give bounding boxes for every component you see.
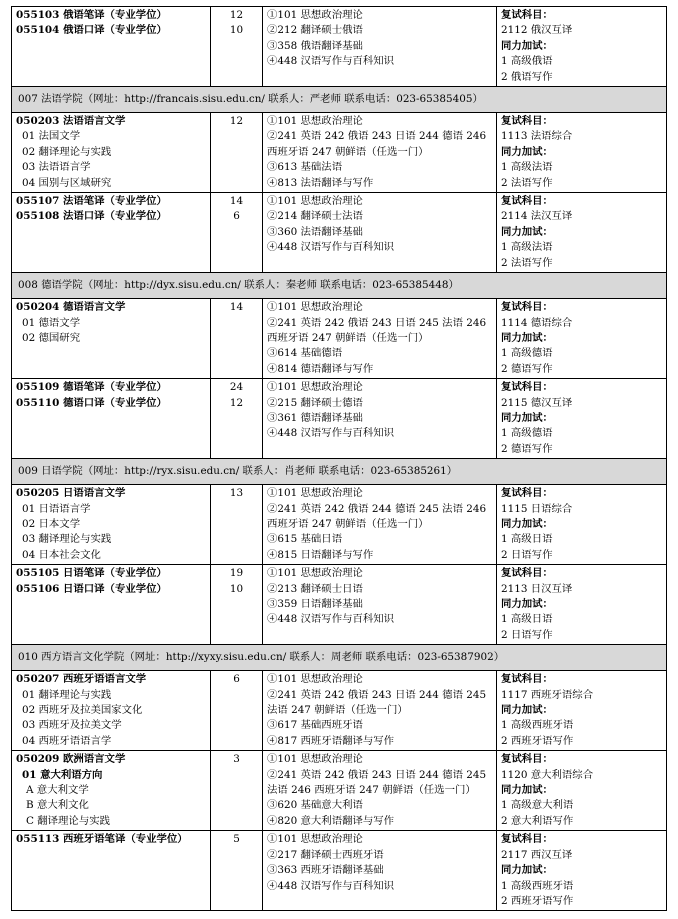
- quota-value: 5: [233, 833, 240, 846]
- research-subdirection: A 意大利文学: [26, 784, 89, 797]
- extra-test-label: 同力加试：: [501, 784, 553, 797]
- exam-subject: ④817 西班牙语翻译与写作: [267, 734, 395, 747]
- exam-subject: 西班牙语 247 朝鲜语（任选一门）: [267, 517, 429, 530]
- extra-test-item: 1 高级意大利语: [501, 799, 574, 812]
- exam-subject: ④814 德语翻译与写作: [267, 362, 374, 375]
- program-code: 055104 俄语口译（专业学位）: [16, 24, 167, 37]
- retest-label: 复试科目：: [501, 833, 553, 846]
- exam-subject: 法语 246 西班牙语 247 朝鲜语（任选一门）: [267, 784, 476, 797]
- retest-label: 复试科目：: [501, 301, 553, 314]
- table-row: [12, 379, 667, 459]
- retest-item: 1115 日语综合: [501, 502, 573, 515]
- research-direction: 02 日本文学: [22, 517, 81, 530]
- retest-cell: [497, 671, 667, 751]
- exam-subject: ③615 基础日语: [267, 533, 343, 546]
- quota-value: 6: [233, 210, 240, 223]
- exam-subjects-cell: [263, 671, 497, 751]
- exam-subject: ③363 西班牙语翻译基础: [267, 864, 384, 877]
- research-subdirection: B 意大利文化: [26, 799, 89, 812]
- retest-cell: [497, 193, 667, 273]
- exam-subject: ①101 思想政治理论: [267, 673, 363, 686]
- exam-subjects-cell: [263, 485, 497, 565]
- exam-subject: ③358 俄语翻译基础: [267, 39, 363, 52]
- exam-subjects-cell: [263, 379, 497, 459]
- exam-subject: ①101 思想政治理论: [267, 753, 363, 766]
- admissions-table: [11, 6, 667, 911]
- extra-test-label: 同力加试：: [501, 225, 553, 238]
- retest-cell: [497, 7, 667, 87]
- exam-subject: 西班牙语 247 朝鲜语（任选一门）: [267, 145, 429, 158]
- section-header-row: [12, 645, 667, 671]
- retest-label: 复试科目：: [501, 115, 553, 128]
- exam-subject: ②241 英语 242 俄语 243 日语 245 法语 246: [267, 316, 487, 329]
- research-direction: 02 德国研究: [22, 331, 81, 344]
- exam-subjects-cell: [263, 751, 497, 831]
- exam-subject: ①101 思想政治理论: [267, 115, 363, 128]
- exam-subject: ③613 基础法语: [267, 161, 343, 174]
- section-header: 007 法语学院（网址：http://francais.sisu.edu.cn/ 联系人：严老师 联系电话：023-65385405）: [12, 87, 667, 113]
- program-code: 050207 西班牙语语言文学: [16, 673, 147, 686]
- exam-subjects-cell: [263, 831, 497, 911]
- table-row: [12, 751, 667, 831]
- program-cell: [12, 7, 211, 87]
- exam-subject: ①101 思想政治理论: [267, 9, 363, 21]
- retest-item: 2113 日汉互译: [501, 582, 573, 595]
- exam-subject: ③360 法语翻译基础: [267, 225, 363, 238]
- research-direction: 01 法国文学: [22, 130, 81, 143]
- retest-item: 2114 法汉互译: [501, 210, 573, 223]
- exam-subject: ③359 日语翻译基础: [267, 598, 363, 610]
- exam-subject: ③617 基础西班牙语: [267, 719, 363, 732]
- retest-cell: [497, 113, 667, 193]
- retest-item: 1113 法语综合: [501, 130, 573, 143]
- program-code: 055108 法语口译（专业学位）: [16, 210, 167, 223]
- retest-cell: [497, 565, 667, 645]
- quota-cell: [211, 565, 263, 645]
- program-cell: [12, 671, 211, 751]
- exam-subjects-cell: [263, 299, 497, 379]
- quota-cell: [211, 831, 263, 911]
- quota-cell: [211, 671, 263, 751]
- extra-test-label: 同力加试：: [501, 145, 553, 158]
- quota-value: 6: [233, 673, 240, 686]
- program-code: 050205 日语语言文学: [16, 487, 126, 500]
- exam-subject: ②213 翻译硕士日语: [267, 582, 363, 595]
- extra-test-item: 1 高级日语: [501, 613, 553, 626]
- exam-subjects-cell: [263, 7, 497, 87]
- program-cell: [12, 299, 211, 379]
- exam-subject: ④448 汉语写作与百科知识: [267, 427, 395, 440]
- program-cell: [12, 113, 211, 193]
- exam-subject: ②241 英语 242 俄语 243 日语 244 德语 246: [267, 130, 487, 143]
- program-code: 055110 德语口译（专业学位）: [16, 396, 167, 409]
- extra-test-item: 1 高级法语: [501, 161, 553, 174]
- program-code: 055113 西班牙语笔译（专业学位）: [16, 833, 188, 846]
- table-row: [12, 113, 667, 193]
- exam-subject: ①101 思想政治理论: [267, 567, 363, 580]
- section-header: 008 德语学院（网址：http://dyx.sisu.edu.cn/ 联系人：秦老师 联系电话：023-65385448）: [12, 273, 667, 299]
- table-row: [12, 831, 667, 911]
- table-row: [12, 485, 667, 565]
- exam-subject: ②241 英语 242 俄语 243 日语 244 德语 245: [267, 768, 487, 781]
- quota-cell: [211, 7, 263, 87]
- extra-test-label: 同力加试：: [501, 704, 553, 717]
- exam-subject: ②214 翻译硕士法语: [267, 210, 363, 223]
- extra-test-item: 1 高级法语: [501, 241, 553, 254]
- research-direction: 03 法语语言学: [22, 161, 91, 174]
- retest-label: 复试科目：: [501, 381, 553, 394]
- section-header-row: [12, 459, 667, 485]
- extra-test-item: 2 俄语写作: [501, 70, 553, 83]
- exam-subject: ②217 翻译硕士西班牙语: [267, 848, 384, 861]
- program-code: 055107 法语笔译（专业学位）: [16, 195, 167, 208]
- exam-subject: ①101 思想政治理论: [267, 833, 363, 846]
- retest-label: 复试科目：: [501, 9, 553, 21]
- section-header: 010 西方语言文化学院（网址：http://xyxy.sisu.edu.cn/ 联系人：周老师 联系电话：023-65387902）: [12, 645, 667, 671]
- program-code: 055106 日语口译（专业学位）: [16, 582, 167, 595]
- exam-subject: ②241 英语 242 俄语 244 德语 245 法语 246: [267, 502, 487, 515]
- research-direction: 02 西班牙及拉美国家文化: [22, 704, 143, 717]
- program-code: 050203 法语语言文学: [16, 115, 126, 128]
- extra-test-item: 2 法语写作: [501, 176, 553, 189]
- quota-value: 12: [229, 115, 244, 128]
- extra-test-item: 2 法语写作: [501, 256, 553, 269]
- quota-value: 14: [229, 301, 244, 314]
- table-row: [12, 671, 667, 751]
- retest-label: 复试科目：: [501, 195, 553, 208]
- exam-subject: ①101 思想政治理论: [267, 487, 363, 500]
- program-cell: [12, 565, 211, 645]
- section-header: 009 日语学院（网址：http://ryx.sisu.edu.cn/ 联系人：肖老师 联系电话：023-65385261）: [12, 459, 667, 485]
- exam-subject: ④448 汉语写作与百科知识: [267, 241, 395, 254]
- exam-subject: ④448 汉语写作与百科知识: [267, 55, 395, 68]
- exam-subject: ①101 思想政治理论: [267, 301, 363, 314]
- research-subdirection: C 翻译理论与实践: [26, 814, 110, 827]
- exam-subject: ④815 日语翻译与写作: [267, 548, 374, 561]
- quota-cell: [211, 193, 263, 273]
- section-header-row: [12, 87, 667, 113]
- retest-cell: [497, 831, 667, 911]
- exam-subject: ④448 汉语写作与百科知识: [267, 613, 395, 626]
- extra-test-item: 2 日语写作: [501, 548, 553, 561]
- extra-test-item: 2 德语写作: [501, 362, 553, 375]
- exam-subjects-cell: [263, 565, 497, 645]
- research-direction: 04 日本社会文化: [22, 548, 101, 561]
- exam-subject: ②241 英语 242 俄语 243 日语 244 德语 245: [267, 688, 487, 701]
- exam-subjects-cell: [263, 193, 497, 273]
- extra-test-item: 2 意大利语写作: [501, 814, 574, 827]
- research-direction: 03 翻译理论与实践: [22, 533, 112, 546]
- program-cell: [12, 831, 211, 911]
- quota-value: 13: [229, 487, 244, 500]
- extra-test-label: 同力加试：: [501, 411, 553, 424]
- program-cell: [12, 485, 211, 565]
- exam-subject: ④820 意大利语翻译与写作: [267, 814, 395, 827]
- retest-cell: [497, 485, 667, 565]
- program-cell: [12, 751, 211, 831]
- research-direction: 02 翻译理论与实践: [22, 145, 112, 158]
- exam-subject: ②212 翻译硕士俄语: [267, 24, 363, 37]
- extra-test-item: 1 高级西班牙语: [501, 719, 574, 732]
- extra-test-label: 同力加试：: [501, 39, 553, 52]
- extra-test-label: 同力加试：: [501, 598, 553, 610]
- research-direction: 04 国别与区域研究: [22, 176, 112, 189]
- retest-item: 2115 德汉互译: [501, 396, 573, 409]
- exam-subjects-cell: [263, 113, 497, 193]
- retest-cell: [497, 299, 667, 379]
- exam-subject: ④813 法语翻译与写作: [267, 176, 374, 189]
- extra-test-label: 同力加试：: [501, 864, 553, 877]
- extra-test-item: 1 高级德语: [501, 347, 553, 360]
- program-code: 055103 俄语笔译（专业学位）: [16, 9, 167, 21]
- quota-value: 14: [229, 195, 244, 208]
- extra-test-label: 同力加试：: [501, 331, 553, 344]
- retest-label: 复试科目：: [501, 753, 553, 766]
- extra-test-label: 同力加试：: [501, 517, 553, 530]
- exam-subject: ④448 汉语写作与百科知识: [267, 879, 395, 892]
- research-direction: 01 日语语言学: [22, 502, 91, 515]
- extra-test-item: 2 西班牙语写作: [501, 894, 574, 907]
- quota-value: 3: [233, 753, 240, 766]
- extra-test-item: 2 德语写作: [501, 442, 553, 455]
- program-cell: [12, 379, 211, 459]
- retest-label: 复试科目：: [501, 673, 553, 686]
- retest-label: 复试科目：: [501, 567, 553, 580]
- extra-test-item: 1 高级西班牙语: [501, 879, 574, 892]
- table-row: [12, 7, 667, 87]
- extra-test-item: 1 高级俄语: [501, 55, 553, 68]
- exam-subject: ③614 基础德语: [267, 347, 343, 360]
- quota-value: 24: [229, 381, 244, 394]
- exam-subject: 法语 247 朝鲜语（任选一门）: [267, 704, 408, 717]
- retest-item: 2112 俄汉互译: [501, 24, 573, 37]
- retest-label: 复试科目：: [501, 487, 553, 500]
- research-direction: 04 西班牙语语言学: [22, 734, 112, 747]
- exam-subject: ②215 翻译硕士德语: [267, 396, 363, 409]
- program-code: 055105 日语笔译（专业学位）: [16, 567, 167, 580]
- table-row: [12, 565, 667, 645]
- section-header-row: [12, 273, 667, 299]
- research-direction: 01 意大利语方向: [22, 768, 103, 781]
- quota-cell: [211, 299, 263, 379]
- table-row: [12, 193, 667, 273]
- quota-cell: [211, 379, 263, 459]
- retest-item: 1114 德语综合: [501, 316, 573, 329]
- quota-value: 10: [229, 582, 244, 595]
- program-code: 050209 欧洲语言文学: [16, 753, 126, 766]
- exam-subject: ③361 德语翻译基础: [267, 411, 363, 424]
- extra-test-item: 2 日语写作: [501, 628, 553, 641]
- quota-cell: [211, 485, 263, 565]
- retest-cell: [497, 751, 667, 831]
- quota-cell: [211, 751, 263, 831]
- exam-subject: ①101 思想政治理论: [267, 381, 363, 394]
- exam-subject: 西班牙语 247 朝鲜语（任选一门）: [267, 331, 429, 344]
- retest-item: 2117 西汉互译: [501, 848, 573, 861]
- quota-value: 10: [229, 24, 244, 37]
- quota-value: 19: [229, 567, 244, 580]
- quota-value: 12: [229, 9, 244, 21]
- extra-test-item: 1 高级德语: [501, 427, 553, 440]
- table-row: [12, 299, 667, 379]
- retest-cell: [497, 379, 667, 459]
- program-code: 050204 德语语言文学: [16, 301, 126, 314]
- research-direction: 01 德语文学: [22, 316, 81, 329]
- extra-test-item: 1 高级日语: [501, 533, 553, 546]
- research-direction: 01 翻译理论与实践: [22, 688, 112, 701]
- retest-item: 1117 西班牙语综合: [501, 688, 594, 701]
- exam-subject: ①101 思想政治理论: [267, 195, 363, 208]
- research-direction: 03 西班牙及拉美文学: [22, 719, 122, 732]
- extra-test-item: 2 西班牙语写作: [501, 734, 574, 747]
- quota-cell: [211, 113, 263, 193]
- program-cell: [12, 193, 211, 273]
- quota-value: 12: [229, 396, 244, 409]
- program-code: 055109 德语笔译（专业学位）: [16, 381, 167, 394]
- retest-item: 1120 意大利语综合: [501, 768, 594, 781]
- exam-subject: ③620 基础意大利语: [267, 799, 363, 812]
